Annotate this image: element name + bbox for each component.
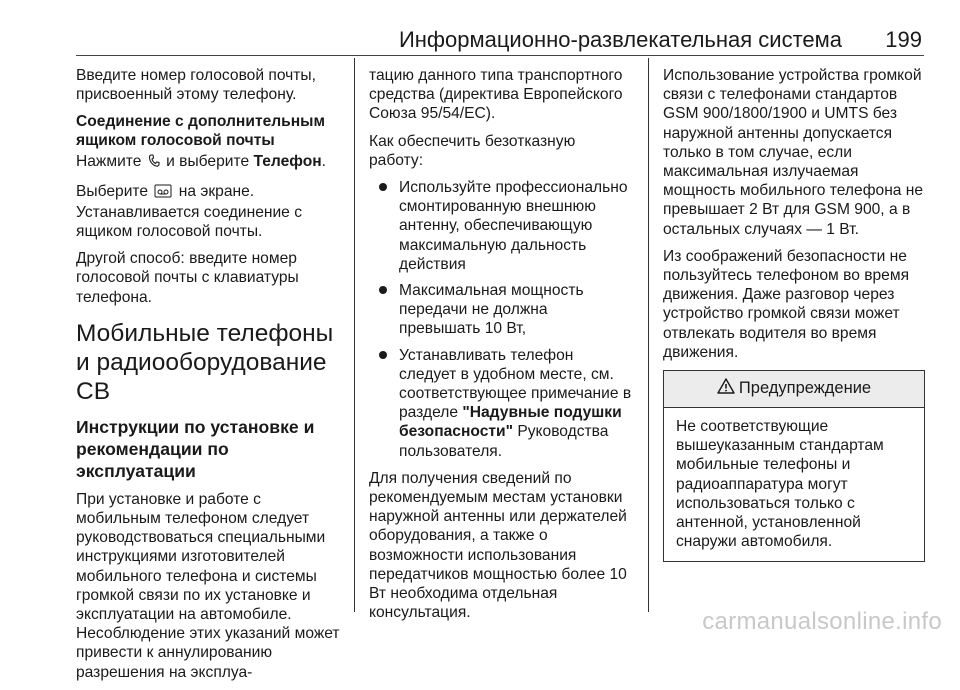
paragraph: Использование устройства громкой связи с телефонами стандартов GSM 900/1800/1900 и UMTS без наружной антенны допускается только в том случае, если максимальная излучаемая мощность мобильного телефона не превышает 2 Вт для GSM 900, а в остальных случаях — 1 Вт. [663, 67, 924, 238]
paragraph: Введите номер голосовой почты, присвоенный этому телефону. [76, 67, 316, 104]
warning-header [664, 371, 924, 408]
paragraph: Для получения сведений по рекомендуемым местам установки наружной антенны или держателей оборудования, а также о возможности использования передатчиков мощностью более 10 Вт необходима отдельная консультация. [369, 469, 627, 622]
text: и выберите [166, 153, 250, 171]
list-item [369, 178, 633, 274]
text: Нажмите [76, 153, 142, 171]
text: Руководства пользователя. [399, 423, 609, 460]
column-divider-2 [648, 58, 649, 612]
header-title: Информационно-развлекательная система [398, 27, 842, 52]
airbag-reference: "Надувные подушки безопасности" [399, 404, 622, 441]
text: Максимальная мощность передачи не должна превышать 10 Вт, [399, 282, 584, 338]
column-1 [76, 66, 344, 690]
bullet-dot-icon [379, 286, 387, 294]
warning-box [663, 370, 925, 562]
paragraph: тацию данного типа транспортного средства (директива Европейского Союза 95/54/ЕС). [369, 67, 623, 123]
phone-icon [148, 154, 160, 173]
text: . [321, 153, 326, 171]
bullet-dot-icon [379, 183, 387, 191]
list-item [369, 346, 633, 461]
warning-triangle-icon [717, 378, 735, 399]
paragraph: При установке и работе с мобильным телефоном следует руководствоваться специальными инструкциями изготовителей мобильного телефона и системы громкой связи по их установке и эксплуатации на автомобиле. Несоблюдение этих указаний может привести к аннулированию разрешения на эксплуа- [76, 490, 340, 681]
text: Выберите [76, 182, 149, 200]
text: Используйте профессионально смонтированную внешнюю антенну, обеспечивающую максимальную дальность действия [399, 179, 628, 273]
text: на экране. Устанавливается соединение с ящиком голосовой почты. [76, 182, 302, 241]
bullet-dot-icon [379, 351, 387, 359]
column-2 [369, 66, 633, 630]
paragraph: Как обеспечить безотказную работу: [369, 132, 576, 169]
subsection-heading: Инструкции по установке и рекомендации по эксплуатации [76, 416, 315, 481]
watermark: carmanualsonline.info [702, 608, 942, 635]
subheading: Соединение с дополнительным ящиком голосовой почты [76, 113, 326, 150]
warning-title: Предупреждение [738, 379, 872, 398]
phone-menu-label: Телефон [253, 153, 322, 171]
list-item [369, 281, 633, 339]
paragraph [76, 182, 344, 242]
column-3 [663, 66, 925, 562]
text: Устанавливать телефон следует в удобном месте, см. соответствующее примечание в разделе [399, 346, 632, 422]
paragraph: Другой способ: введите номер голосовой почты с клавиатуры телефона. [76, 250, 299, 306]
page-header [0, 0, 960, 56]
header-rule [76, 55, 924, 56]
page-number: 199 [885, 27, 922, 52]
bullet-list [369, 178, 633, 461]
warning-body: Не соответствующие вышеуказанным стандартам мобильные телефоны и радиоаппаратура могут использоваться только с антенной, установленной снаружи автомобиля. [676, 418, 884, 551]
voicemail-icon [154, 184, 172, 203]
paragraph [76, 152, 344, 173]
column-divider-1 [354, 58, 355, 612]
paragraph: Из соображений безопасности не пользуйтесь телефоном во время движения. Даже разговор через устройство громкой связи может отвлекать водителя во время движения. [663, 247, 910, 361]
section-heading: Мобильные телефоны и радиооборудование CB [76, 319, 334, 405]
